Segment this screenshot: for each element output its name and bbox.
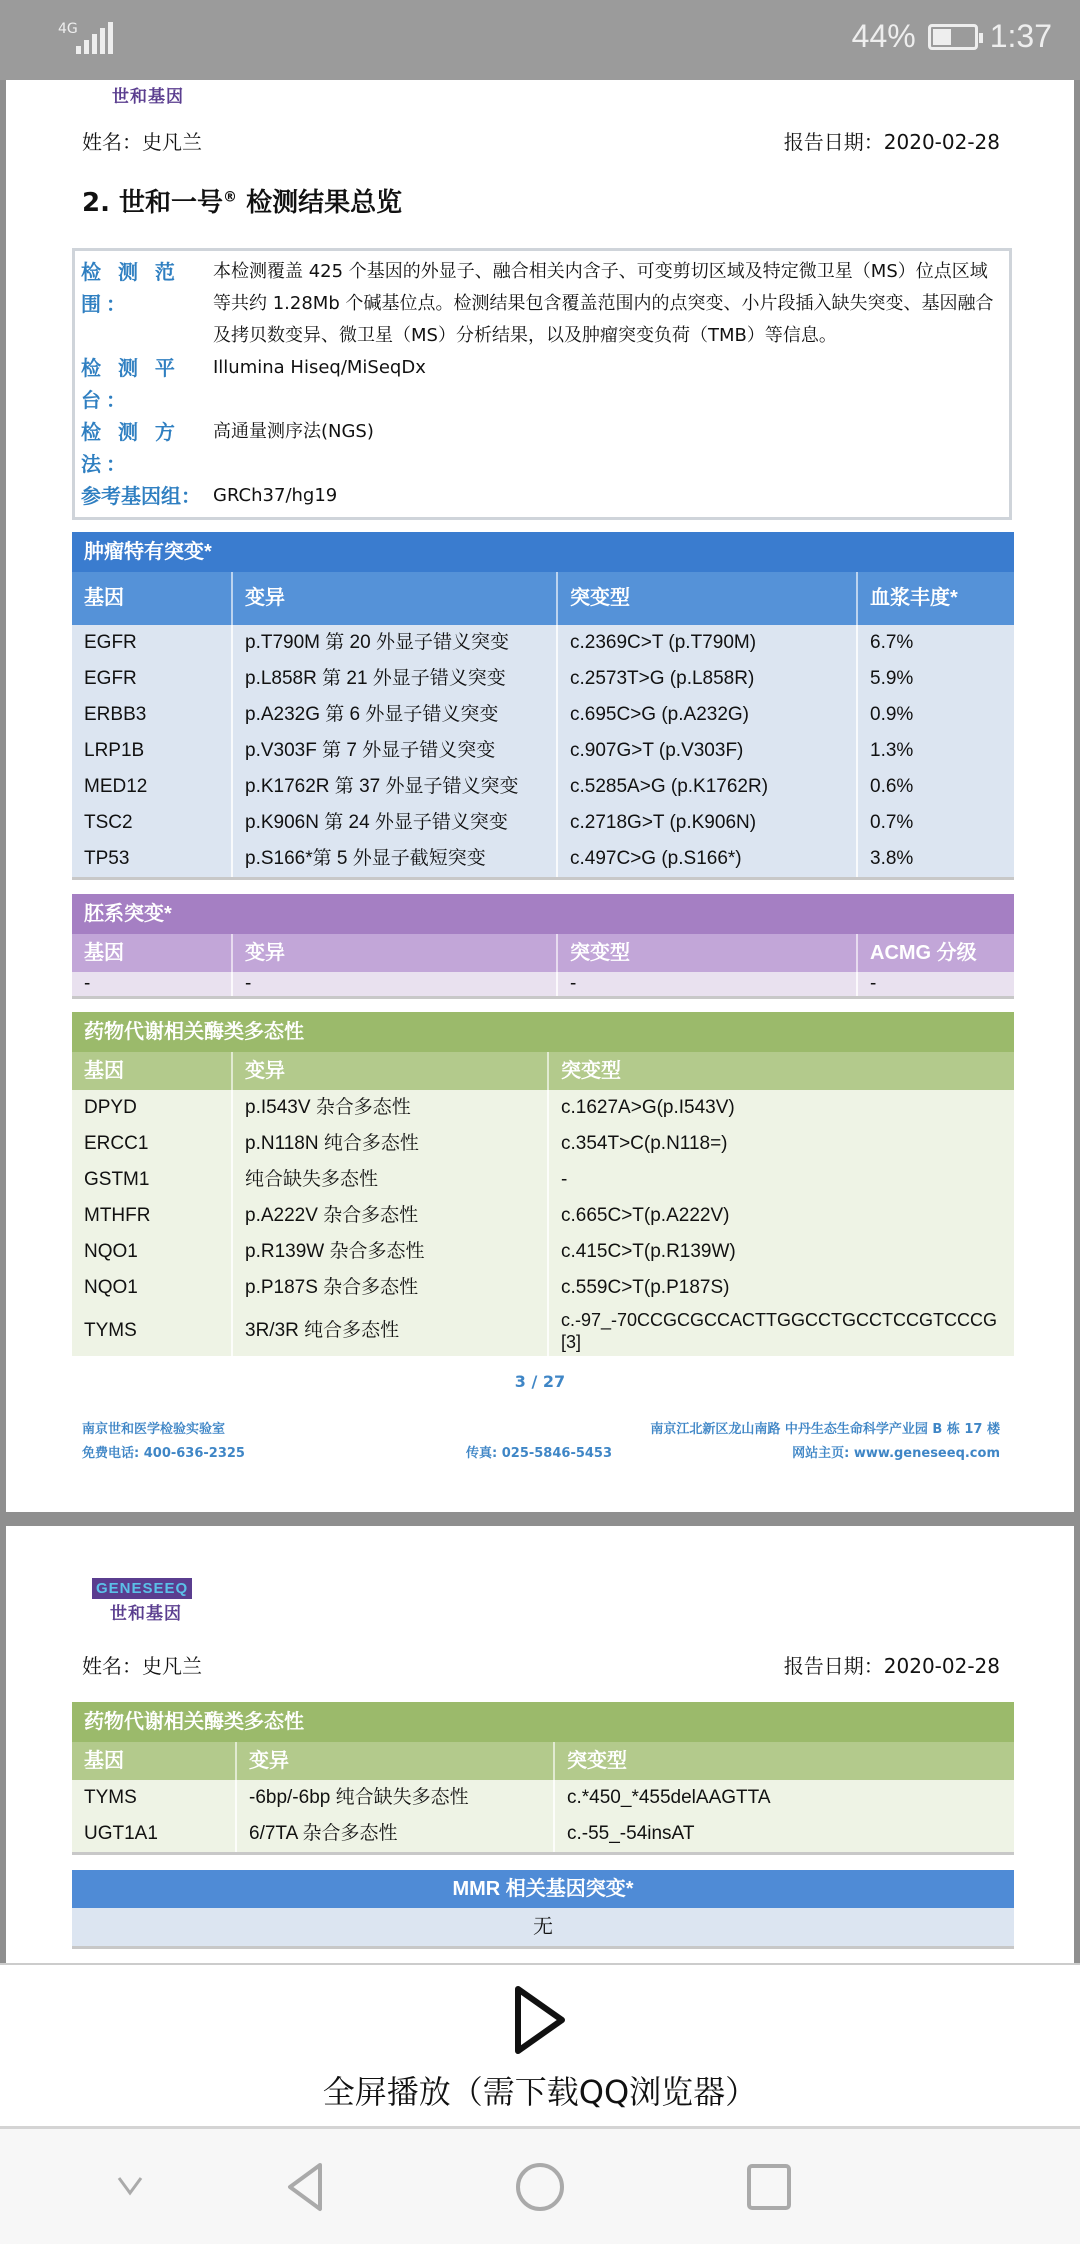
table-row [72,805,1014,841]
column-header: 基因 [72,1742,237,1780]
table-cell: c.5285A>G (p.K1762R) [558,769,858,805]
info-row [81,416,1003,480]
patient-name: 姓名：史凡兰 [82,1654,202,1678]
network-type: 4G [58,21,78,37]
info-label: 检 测 方 法： [81,420,180,476]
table-title: 药物代谢相关酶类多态性 [72,1702,1014,1742]
table-title: 肿瘤特有突变* [72,532,1014,572]
table-cell: c.-55_-54insAT [567,1823,695,1844]
fullscreen-play-label[interactable]: 全屏播放（需下载QQ浏览器） [322,2073,758,2111]
table-cell: p.K1762R 第 37 外显子错义突变 [233,769,558,805]
table-cell: - [870,973,877,994]
column-header: 突变型 [558,572,858,625]
column-header: 突变型 [567,1750,627,1772]
table-cell: c.*450_*455delAAGTTA [567,1787,771,1808]
column-header: 基因 [72,1052,233,1090]
footer-lab: 南京世和医学检验实验室 [82,1422,226,1437]
patient-name: 姓名：史凡兰 [82,130,202,154]
table-cell: GSTM1 [72,1162,233,1198]
table-cell: 6.7% [870,632,914,653]
mmr-value: 无 [72,1908,1014,1946]
recent-apps-icon[interactable] [746,2163,792,2211]
logo: 世和基因 [112,87,184,107]
table-cell: p.A232G 第 6 外显子错义突变 [233,697,558,733]
table-cell: DPYD [72,1090,233,1126]
table-row [72,1162,1014,1198]
table-cell: c.1627A>G(p.I543V) [561,1097,735,1118]
table-row [72,841,1014,877]
table-row [72,972,1014,996]
table-cell: EGFR [72,661,233,697]
info-label: 检 测 平 台： [81,356,180,412]
table-cell: p.S166*第 5 外显子截短突变 [233,841,558,877]
drug-metabolism-table [72,1012,1014,1356]
table-cell: c.-97_-70CCGCGCCACTTGGCCTGCCTCCGTCCCG[3] [561,1310,998,1352]
battery-icon [928,24,978,50]
table-cell: UGT1A1 [72,1816,237,1852]
section-title: 2. 世和一号® 检测结果总览 [82,188,403,218]
column-header: 变异 [233,572,558,625]
chevron-down-icon[interactable] [116,2175,144,2197]
info-value: Illumina Hiseq/MiSeqDx [213,357,426,378]
table-cell: c.2573T>G (p.L858R) [558,661,858,697]
table-title: 胚系突变* [72,894,1014,934]
germline-mutation-table [72,894,1014,999]
info-row [81,256,1003,352]
footer-website[interactable]: 网站主页: www.geneseeq.com [792,1446,1000,1461]
table-cell: TYMS [72,1780,237,1816]
table-cell: TSC2 [72,805,233,841]
report-page-3 [6,80,1074,1512]
drug-metabolism-table-continued [72,1702,1014,1855]
table-cell: c.907G>T (p.V303F) [558,733,858,769]
table-cell: p.A222V 杂合多态性 [233,1198,549,1234]
table-cell: - [561,1169,568,1190]
column-header: 基因 [72,934,233,972]
clock: 1:37 [989,18,1052,54]
table-cell: c.2718G>T (p.K906N) [558,805,858,841]
table-cell: NQO1 [72,1234,233,1270]
report-page-4 [6,1526,1074,1966]
table-cell: c.559C>T(p.P187S) [561,1277,730,1298]
back-icon[interactable] [284,2161,326,2213]
table-cell: p.L858R 第 21 外显子错义突变 [233,661,558,697]
table-cell: c.354T>C(p.N118=) [561,1133,728,1154]
table-cell: 0.9% [870,704,914,725]
column-header: 血浆丰度* [870,587,958,609]
table-cell: TYMS [72,1306,233,1356]
table-cell: 0.6% [870,776,914,797]
play-icon[interactable] [512,1983,568,2057]
table-cell: 0.7% [870,812,914,833]
column-header: 突变型 [558,934,858,972]
info-value: GRCh37/hg19 [213,485,338,506]
table-cell: 6/7TA 杂合多态性 [237,1816,555,1852]
table-title: 药物代谢相关酶类多态性 [72,1012,1014,1052]
page-number: 3 / 27 [514,1372,566,1391]
signal-icon [76,22,113,54]
table-cell: NQO1 [72,1270,233,1306]
table-row [72,1090,1014,1126]
footer-address: 南京江北新区龙山南路 中丹生态生命科学产业园 B 栋 17 楼 [650,1422,1000,1437]
table-row [72,697,1014,733]
report-date: 报告日期：2020-02-28 [783,130,1000,154]
info-value: 本检测覆盖 425 个基因的外显子、融合相关内含子、可变剪切区域及特定微卫星（MS）位点区域等共约 1.28Mb 个碱基位点。检测结果包含覆盖范围内的点突变、小片段插入缺失突变、基因融合及拷贝数变异、微卫星（MS）分析结果，以及肿瘤突变负荷（TMB）等信息。 [213,261,994,346]
table-cell: 纯合缺失多态性 [233,1162,549,1198]
table-cell: p.V303F 第 7 外显子错义突变 [233,733,558,769]
table-cell: - [72,972,233,996]
logo: GENESEEQ 世和基因 [92,1578,192,1624]
navigation-bar [0,2129,1080,2244]
info-value: 高通量测序法(NGS) [213,421,374,442]
mmr-table [72,1870,1014,1949]
fullscreen-play-banner[interactable] [0,1963,1080,2129]
table-cell: - [233,972,558,996]
table-cell: p.T790M 第 20 外显子错义突变 [233,625,558,661]
info-label: 检 测 范 围： [81,260,180,316]
info-row [81,352,1003,416]
info-row [81,480,1003,512]
table-cell: c.2369C>T (p.T790M) [558,625,858,661]
table-row [72,1306,1014,1356]
status-bar [0,0,1080,80]
footer-fax: 传真: 025-5846-5453 [466,1446,613,1461]
column-header: 基因 [72,572,233,625]
table-cell: MED12 [72,769,233,805]
table-row [72,1270,1014,1306]
table-cell: c.415C>T(p.R139W) [561,1241,736,1262]
info-label: 参考基因组： [81,484,201,508]
table-row [72,1198,1014,1234]
table-row [72,661,1014,697]
column-header: 变异 [233,1052,549,1090]
table-title: MMR 相关基因突变* [72,1870,1014,1908]
table-row [72,769,1014,805]
table-row [72,1816,1014,1852]
table-cell: MTHFR [72,1198,233,1234]
table-cell: LRP1B [72,733,233,769]
report-date: 报告日期：2020-02-28 [783,1654,1000,1678]
table-row [72,625,1014,661]
table-row [72,1126,1014,1162]
table-cell: c.665C>T(p.A222V) [561,1205,730,1226]
table-cell: ERBB3 [72,697,233,733]
table-cell: p.I543V 杂合多态性 [233,1090,549,1126]
table-cell: TP53 [72,841,233,877]
table-cell: p.P187S 杂合多态性 [233,1270,549,1306]
table-row [72,733,1014,769]
table-cell: -6bp/-6bp 纯合缺失多态性 [237,1780,555,1816]
table-row [72,1780,1014,1816]
home-icon[interactable] [514,2161,566,2213]
table-row [72,1234,1014,1270]
column-header: 变异 [233,934,558,972]
table-cell: 1.3% [870,740,914,761]
column-header: 突变型 [561,1060,621,1082]
table-cell: 3.8% [870,848,914,869]
table-cell: c.497C>G (p.S166*) [558,841,858,877]
tumor-mutation-table [72,532,1014,880]
table-cell: p.R139W 杂合多态性 [233,1234,549,1270]
column-header: 变异 [237,1742,555,1780]
table-cell: EGFR [72,625,233,661]
column-header: ACMG 分级 [870,942,977,964]
table-cell: 5.9% [870,668,914,689]
table-cell: ERCC1 [72,1126,233,1162]
table-cell: - [558,972,858,996]
table-cell: c.695C>G (p.A232G) [558,697,858,733]
table-cell: p.N118N 纯合多态性 [233,1126,549,1162]
table-cell: p.K906N 第 24 外显子错义突变 [233,805,558,841]
battery-percent: 44% [851,18,916,54]
footer-phone: 免费电话: 400-636-2325 [82,1446,245,1461]
table-cell: 3R/3R 纯合多态性 [233,1306,549,1356]
test-info-box [72,248,1012,520]
